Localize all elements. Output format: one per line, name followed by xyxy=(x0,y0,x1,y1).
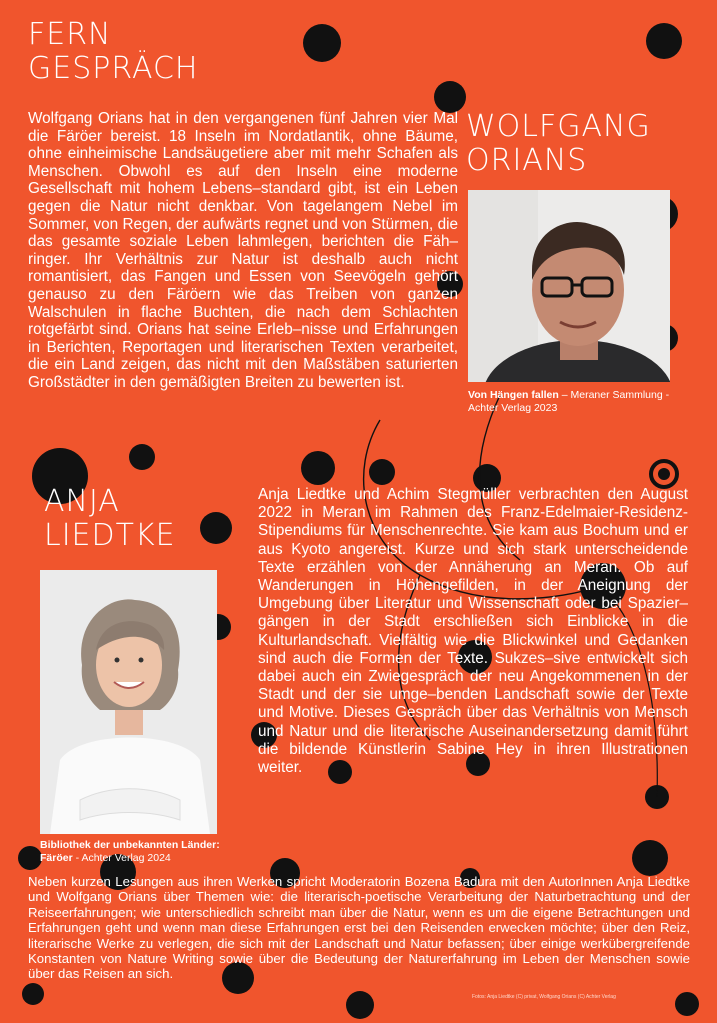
decor-dot xyxy=(632,840,668,876)
decor-dot xyxy=(129,444,155,470)
orians-name-line-2: ORIANS xyxy=(466,142,588,178)
photo-credit: Fotos: Anja Liedtke (C) privat, Wolfgang Orians (C) Achter Verlag xyxy=(472,994,616,1000)
title-line-1: FERN xyxy=(28,17,112,52)
orians-book-caption xyxy=(468,389,678,415)
orians-name-line-1: WOLFGANG xyxy=(466,109,651,144)
orians-bio: Wolfgang Orians hat in den vergangenen fünf Jahren vier Mal die Färöer bereist. 18 Inseln im Nordatlantik, ohne Bäume, ohne einheimische Landsäugetiere aber mit mehr Schafen als Menschen. Obwohl es auf den Inseln eine moderne Gesellschaft mit hohem Lebens–standard gibt, ist ein Leben gegen die Natur nicht denkbar. Von tagelangem Nebel im Sommer, von Regen, der aufwärts regnet und von Stürmen, die das gesamte soziale Leben lahmlegen, berichten die Fäh–ringer. Ihr Verhältnis zur Natur ist deshalb auch nicht romantisiert, das Fangen und Essen von Seevögeln gehört genauso zu den Färöern wie das Treiben von ganzen Walschulen in flache Buchten, die nach dem Schlachten rotgefärbt sind. Orians hat seine Erleb–nisse und Erfahrungen in Berichten, Reportagen und literarischen Texten verarbeitet, die ein Land zeigen, das nicht mit den Maßstäben saturierten Großstädter in den gemäßigten Breiten zu bewerten ist. xyxy=(28,110,458,391)
decor-dot xyxy=(646,23,682,59)
decor-dot xyxy=(675,992,699,1016)
liedtke-name-line-1: ANJA xyxy=(44,484,120,519)
decor-dot xyxy=(301,451,335,485)
page-title xyxy=(28,18,198,85)
orians-book-title: Von Hängen fallen xyxy=(468,389,559,401)
orians-name-heading xyxy=(466,110,651,177)
decor-ring xyxy=(658,468,670,480)
decor-dot xyxy=(303,24,341,62)
liedtke-bio: Anja Liedtke und Achim Stegmüller verbrachten den August 2022 in Meran im Rahmen des Franz-Edelmaier-Residenz-Stipendiums für Menschenrechte. Sie kam aus Bochum und er aus Kyoto angereist. Kurze und sich stark unterscheidende Texte erzählen von der Annäherung an Meran. Ob auf Wanderungen in Höhengefilden, in der Aneignung der Umgebung über Literatur und Wissenschaft oder bei Spazier–gängen in der Stadt erschließen sich Einblicke in die Kulturlandschaft. Vielfältig wie die Blickwinkel und Gedanken sind auch die Formen der Texte. Sukzes–sive entwickelt sich dabei auch ein Zwiegespräch der neu Angekommenen in der Stadt und der sie umge–benden Landschaft sowie der Texte und Motive. Dieses Gespräch über das Verhältnis von Mensch und Natur und die literarische Auseinandersetzung damit führt die bildende Künstlerin Sabine Hey in ihren Illustrationen weiter. xyxy=(258,486,688,777)
orians-portrait xyxy=(468,190,670,382)
liedtke-portrait xyxy=(40,570,217,834)
decor-dot xyxy=(22,983,44,1005)
liedtke-book-details: - Achter Verlag 2024 xyxy=(72,852,171,864)
liedtke-name-heading xyxy=(44,485,176,552)
decor-dot xyxy=(200,512,232,544)
event-description: Neben kurzen Lesungen aus ihren Werken spricht Moderatorin Bozena Badura mit den AutorInnen Anja Liedtke und Wolfgang Orians über Themen wie: die literarisch-poetische Verarbeitung der Naturbetrachtung und der Reiseerfahrungen; wie unterschiedlich schreibt man über die Natur, wenn es um die eigene Betrachtungen und Erfahrungen geht und wenn man diese Erfahrungen erst bei den Reisenden erwecken möchte; über den Reiz, literarische Werke zu verlegen, die sich mit der Landschaft und Natur befassen; über einige werkübergreifende Konstanten von Nature Writing sowie über die Bedeutung der Naturerfahrung im Leben der Menschen sowie über das Reisen an sich. xyxy=(28,874,690,982)
liedtke-book-caption xyxy=(40,839,270,865)
liedtke-book-series: Bibliothek der unbekannten Länder: xyxy=(40,839,220,851)
decor-dot xyxy=(346,991,374,1019)
liedtke-book-title: Färöer xyxy=(40,852,73,864)
decor-dot xyxy=(434,81,466,113)
decor-dot xyxy=(18,846,42,870)
decor-dot xyxy=(369,459,395,485)
title-line-2: GESPRÄCH xyxy=(28,50,199,86)
liedtke-name-line-2: LIEDTKE xyxy=(44,517,176,553)
portrait-man-glasses-icon xyxy=(468,190,670,382)
portrait-woman-smiling-icon xyxy=(40,570,217,834)
orians-book-details: – Meraner Sammlung - Achter Verlag 2023 xyxy=(468,389,670,414)
